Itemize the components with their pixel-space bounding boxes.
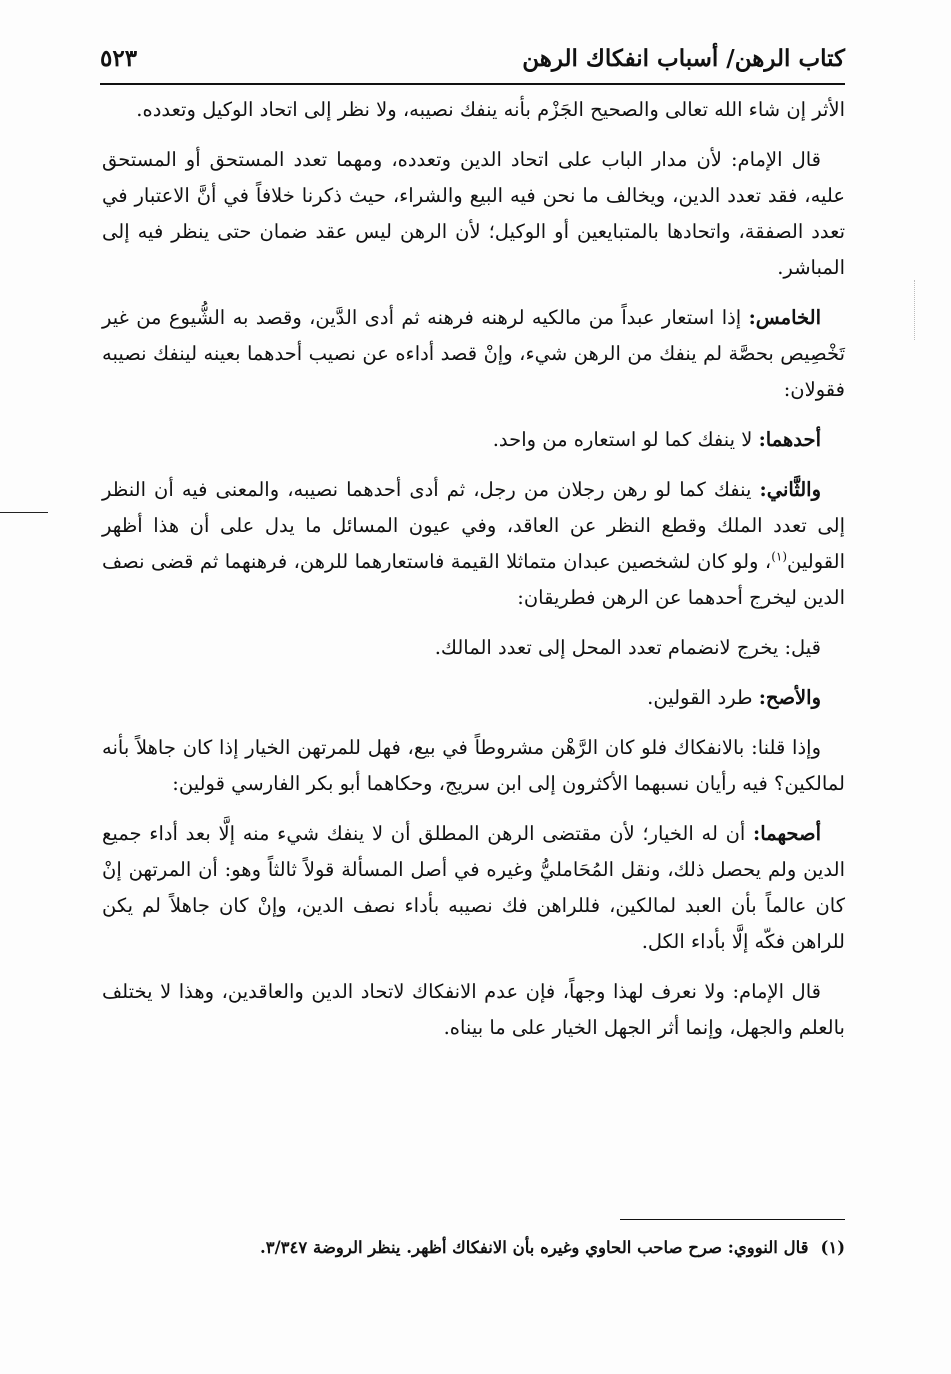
paragraph-2 [102,142,845,286]
margin-scribble [900,280,915,340]
paragraph-7 [102,680,845,716]
paragraph-7-text: طرد القولين. [647,686,759,709]
page-number: ٥٢٣ [100,44,138,72]
header-rule [100,83,845,85]
paragraph-6 [102,630,845,666]
footnote-text: قال النووي: صرح صاحب الحاوي وغيره بأن الانفكاك أظهر. ينظر الروضة ٣/٣٤٧. [260,1238,809,1257]
paragraph-3-lead: الخامس: [748,306,821,329]
footnote-marker: (١) [820,1238,845,1257]
margin-mark [0,512,48,513]
footnote [150,1234,845,1262]
paragraph-5-text-b: ، ولو كان لشخصين عبدان متماثلا القيمة فاستعارهما للرهن، فرهنهما ثم قضى نصف الدين ليخرج أحدهما عن الرهن فطريقان: [102,550,845,609]
paragraph-1 [102,92,845,128]
paragraph-9 [102,816,845,960]
paragraph-3-text: إذا استعار عبداً من مالكيه لرهنه فرهنه ثم أدى الدَّين، وقصد به الشُّيوع من غير تَخْصِيص بحصَّة لم ينفك من الرهن شيء، وإنْ قصد أداءه عن نصيب أحدهما بعينه لينفك نصيبه فقولان: [102,306,845,401]
paragraph-5-lead: والثَّاني: [759,478,821,501]
paragraph-2-lead: قال الإمام: [730,148,821,171]
footnote-reference[interactable]: (١) [771,549,788,564]
footnote-rule [620,1219,845,1220]
paragraph-3 [102,300,845,408]
paragraph-5 [102,472,845,616]
paragraph-5-text-a: ينفك كما لو رهن رجلان من رجل، ثم أدى أحدهما نصيبه، والمعنى فيه أن النظر إلى تعدد الملك وقطع النظر عن العاقد، وفي عيون المسائل ما يدل على أن هذا أظهر القولين [102,478,845,573]
running-title: كتاب الرهن/ أسباب انفكاك الرهن [522,44,845,72]
paragraph-1-text: الأثر إن شاء الله تعالى والصحيح الجَزْم بأنه ينفك نصيبه، ولا نظر إلى اتحاد الوكيل وتعدده. [136,98,845,121]
paragraph-9-text: أن له الخيار؛ لأن مقتضى الرهن المطلق أن لا ينفك شيء منه إلَّا بعد أداء جميع الدين ولم يحصل ذلك، ونقل المُحَامليُّ وغيره في أصل المسألة قولاً ثالثاً وهو: أن المرتهن إنْ كان عالماً بأن العبد لمالكين، فللراهن فك نصيبه بأداء نصف الدين، وإنْ كان جاهلاً لم يكن للراهن فكّه إلَّا بأداء الكل. [102,822,845,953]
paragraph-4-text: لا ينفك كما لو استعاره من واحد. [492,428,759,451]
paragraph-10 [102,974,845,1046]
paragraph-7-lead: والأصح: [758,686,821,709]
paragraph-8 [102,730,845,802]
paragraph-2-text: لأن مدار الباب على اتحاد الدين وتعدده، ومهما تعدد المستحق أو المستحق عليه، فقد تعدد الدين، ويخالف ما نحن فيه البيع والشراء، حيث ذكرنا خلافاً في أنَّ الاعتبار في تعدد الصفقة، واتحادها بالمتبايعين أو الوكيل؛ لأن الرهن ليس عقد ضمان حتى ينظر فيه إلى المباشر. [102,148,845,279]
paragraph-4-lead: أحدهما: [758,428,821,451]
paragraph-9-lead: أصحهما: [753,822,821,845]
paragraph-6-lead: قيل: [784,636,821,659]
paragraph-6-text: يخرج لانضمام تعدد المحل إلى تعدد المالك. [434,636,785,659]
paragraph-4 [102,422,845,458]
paragraph-10-text: قال الإمام: ولا نعرف لهذا وجهاً، فإن عدم الانفكاك لاتحاد الدين والعاقدين، وهذا لا يختلف بالعلم والجهل، وإنما أثر الجهل الخيار على ما بيناه. [102,980,845,1039]
main-text [102,92,845,1060]
page-header [100,38,845,78]
paragraph-8-text: وإذا قلنا: بالانفكاك فلو كان الرَّهْن مشروطاً في بيع، فهل للمرتهن الخيار إذا كان جاهلاً بأنه لمالكين؟ فيه رأيان نسبهما الأكثرون إلى ابن سريج، وحكاهما أبو بكر الفارسي قولين: [102,736,845,795]
